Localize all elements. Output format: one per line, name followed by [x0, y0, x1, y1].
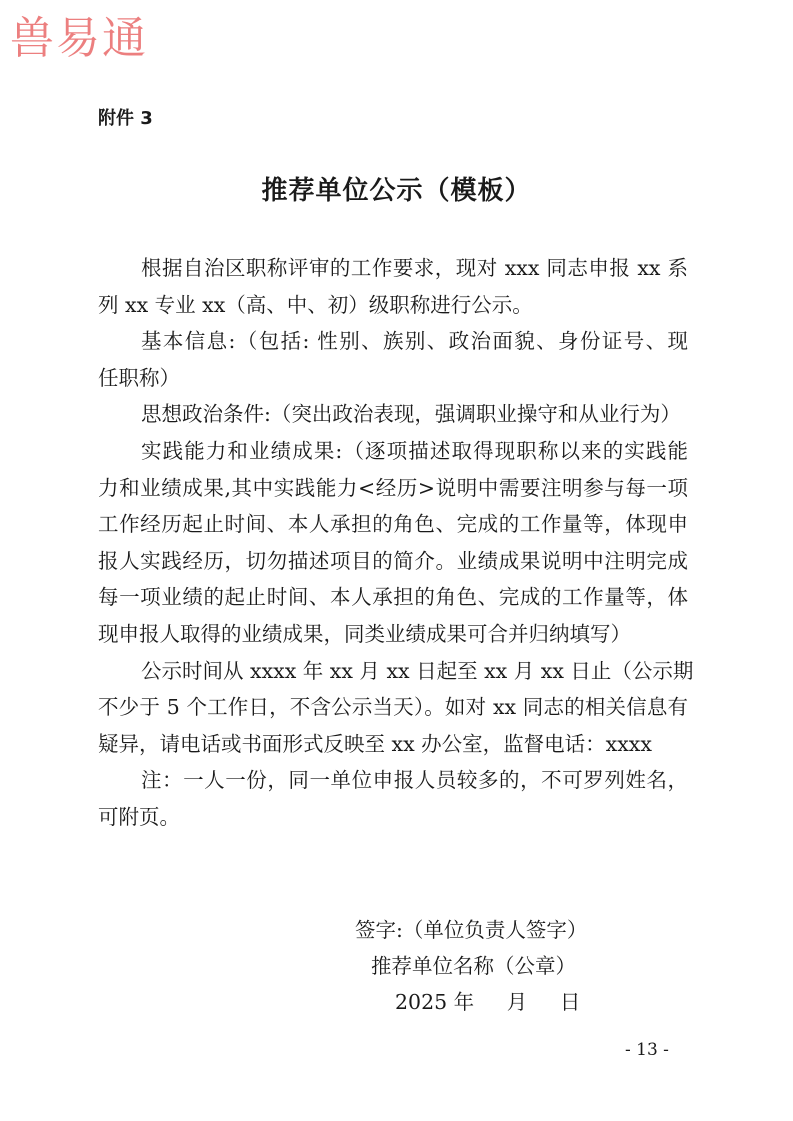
recommending-unit-name: 推荐单位名称（公章） — [371, 954, 576, 978]
signature-date: 2025 年 月 日 — [395, 990, 581, 1014]
document-title: 推荐单位公示（模板） — [261, 176, 532, 206]
paragraph — [98, 653, 694, 763]
document-body — [98, 250, 694, 836]
paragraph-line: 思想政治条件:（突出政治表现，强调职业操守和从业行为） — [141, 402, 681, 427]
paragraph-line: 不少于 5 个工作日，不含公示当天）。如对 xx 同志的相关信息有 — [98, 695, 688, 720]
paragraph-line: 疑异，请电话或书面形式反映至 xx 办公室，监督电话：xxxx — [98, 731, 652, 756]
paragraph — [98, 323, 688, 396]
paragraph-line: 公示时间从 xxxx 年 xx 月 xx 日起至 xx 月 xx 日止（公示期 — [141, 658, 694, 683]
paragraph — [98, 250, 688, 323]
paragraph-line: 实践能力和业绩成果:（逐项描述取得现职称以来的实践能 — [141, 438, 688, 463]
paragraph — [98, 433, 688, 653]
paragraph-line: 力和业绩成果,其中实践能力<经历>说明中需要注明参与每一项 — [98, 475, 688, 500]
page-number: - 13 - — [625, 1040, 669, 1060]
paragraph — [98, 396, 688, 433]
paragraph-line: 工作经历起止时间、本人承担的角色、完成的工作量等，体现申 — [98, 512, 688, 537]
paragraph-line: 可附页。 — [98, 804, 180, 829]
paragraph-line: 注：一人一份，同一单位申报人员较多的，不可罗列姓名， — [141, 768, 688, 793]
attachment-label: 附件 3 — [98, 108, 153, 129]
paragraph-line: 现申报人取得的业绩成果，同类业绩成果可合并归纳填写） — [98, 621, 631, 646]
paragraph — [98, 762, 688, 835]
signature-line: 签字:（单位负责人签字） — [355, 918, 588, 942]
paragraph-line: 基本信息:（包括: 性别、族别、政治面貌、身份证号、现 — [141, 329, 688, 354]
watermark-logo: 兽易通 — [10, 13, 148, 64]
paragraph-line: 列 xx 专业 xx（高、中、初）级职称进行公示。 — [98, 292, 533, 317]
paragraph-line: 每一项业绩的起止时间、本人承担的角色、完成的工作量等，体 — [98, 585, 688, 610]
paragraph-line: 根据自治区职称评审的工作要求，现对 xxx 同志申报 xx 系 — [141, 256, 688, 280]
paragraph-line: 任职称） — [98, 365, 180, 390]
paragraph-line: 报人实践经历，切勿描述项目的简介。业绩成果说明中注明完成 — [98, 548, 688, 573]
